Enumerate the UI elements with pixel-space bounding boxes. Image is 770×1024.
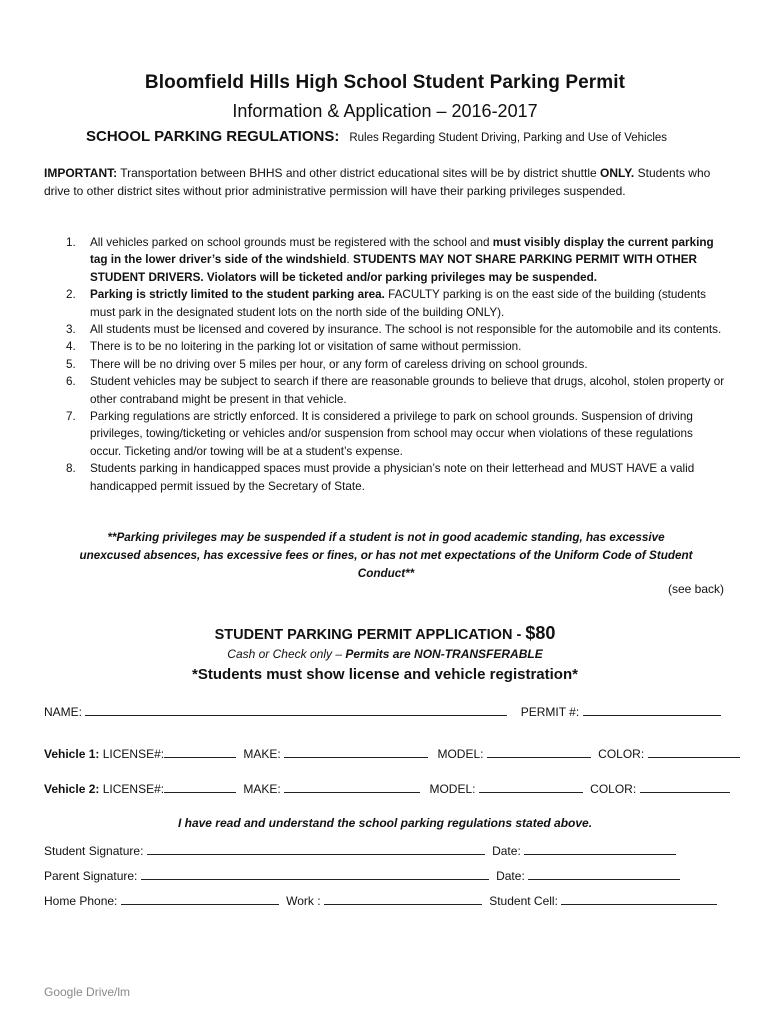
vehicle-1-row: [44, 746, 740, 761]
student-signature-label: Student Signature:: [44, 844, 144, 858]
license-label: LICENSE#:: [102, 747, 165, 761]
vehicle-2-label: Vehicle 2:: [44, 782, 100, 796]
vehicle-1-label: Vehicle 1:: [44, 747, 100, 761]
application-title: [0, 623, 770, 644]
regulation-number: 1.: [66, 236, 76, 249]
regulation-text-mid: .: [346, 253, 354, 267]
make-label: MAKE:: [243, 747, 281, 761]
vehicle-2-license-field[interactable]: [164, 781, 236, 793]
student-signature-date-field[interactable]: [524, 843, 676, 855]
regulation-text-bold: Parking is strictly limited to the student parking area.: [90, 288, 385, 302]
regulation-item: [66, 373, 726, 408]
regulation-text-bold-2: STUDENTS MAY NOT SHARE PARKING PERMIT WITH OTHER STUDENT DRIVERS. Violators will be ticketed and/or parking privileges may be suspended.: [90, 253, 697, 284]
regulation-text: [90, 234, 726, 286]
important-only: ONLY.: [600, 166, 635, 180]
regulation-item: [66, 356, 726, 373]
student-cell-field[interactable]: [561, 893, 717, 905]
model-label: MODEL:: [429, 782, 476, 796]
footer-note: Google Drive/lm: [44, 985, 131, 999]
regulation-text: [90, 286, 726, 321]
regulation-number: 7.: [66, 410, 76, 424]
regulation-item: [66, 408, 726, 460]
regulations-heading-label: SCHOOL PARKING REGULATIONS:: [86, 128, 340, 145]
make-label: MAKE:: [243, 782, 281, 796]
regulation-number: 5.: [66, 357, 76, 371]
regulation-item: [66, 286, 726, 321]
suspension-note: **Parking privileges may be suspended if a student is not in good academic standing, has excessive unexcused absences, has excessive fees or fines, or has not met expectations of the Uniform Code of Student Conduct**: [79, 531, 693, 580]
license-requirement: *Students must show license and vehicle registration*: [192, 666, 578, 683]
home-phone-field[interactable]: [121, 893, 279, 905]
vehicle-2-color-field[interactable]: [640, 781, 730, 793]
regulation-text-mid: FACULTY parking is on the east side of the building (students must park in the designated student lots on the north side of the building ONLY).: [90, 288, 707, 319]
name-label: NAME:: [44, 705, 83, 719]
regulation-text: There will be no driving over 5 miles per hour, or any form of careless driving on school grounds.: [90, 357, 588, 371]
date-label: Date:: [492, 844, 521, 858]
important-label: IMPORTANT:: [44, 166, 118, 180]
home-phone-label: Home Phone:: [44, 894, 118, 908]
regulations-subheading: Rules Regarding Student Driving, Parking and Use of Vehicles: [349, 132, 668, 144]
regulation-item: [66, 234, 726, 286]
parent-signature-row: [44, 868, 680, 883]
non-transferable-note: Permits are NON-TRANSFERABLE: [345, 647, 543, 661]
see-back-note: (see back): [667, 582, 724, 596]
vehicle-2-model-field[interactable]: [479, 781, 583, 793]
date-label: Date:: [496, 869, 525, 883]
name-row: [44, 704, 721, 719]
permit-field[interactable]: [583, 704, 721, 716]
regulation-text-bold: must visibly display the current parking tag in the lower driver’s side of the windshield: [90, 236, 714, 267]
payment-note-text: Cash or Check only –: [227, 647, 346, 661]
regulation-number: 8.: [66, 462, 76, 476]
regulation-number: 4.: [66, 340, 76, 354]
vehicle-1-model-field[interactable]: [487, 746, 591, 758]
phone-row: [44, 893, 717, 908]
model-label: MODEL:: [437, 747, 484, 761]
document-subtitle: Information & Application – 2016-2017: [232, 101, 538, 121]
work-phone-field[interactable]: [324, 893, 482, 905]
vehicle-1-license-field[interactable]: [164, 746, 236, 758]
work-phone-label: Work :: [286, 894, 321, 908]
regulation-number: 2.: [66, 288, 76, 302]
regulation-text: Students parking in handicapped spaces must provide a physician’s note on their letterhead and MUST HAVE a valid handicapped permit issued by the Secretary of State.: [90, 462, 695, 493]
regulation-text: All students must be licensed and covered by insurance. The school is not responsible for the automobile and its contents.: [90, 323, 722, 337]
vehicle-2-make-field[interactable]: [284, 781, 420, 793]
payment-note: [0, 647, 770, 661]
important-text-1: Transportation between BHHS and other district educational sites will be by district shuttle: [117, 166, 601, 180]
regulation-item: [66, 321, 726, 338]
regulation-item: [66, 460, 726, 495]
regulation-number: 3.: [66, 323, 76, 337]
license-label: LICENSE#:: [102, 782, 165, 796]
document-title: Bloomfield Hills High School Student Parking Permit: [144, 72, 626, 93]
important-notice: [44, 164, 734, 200]
parent-signature-date-field[interactable]: [528, 868, 680, 880]
color-label: COLOR:: [598, 747, 645, 761]
student-signature-field[interactable]: [147, 843, 485, 855]
application-price: $80: [525, 623, 556, 643]
vehicle-1-color-field[interactable]: [648, 746, 740, 758]
application-title-text: STUDENT PARKING PERMIT APPLICATION -: [214, 627, 526, 643]
agreement-statement: I have read and understand the school parking regulations stated above.: [177, 816, 593, 830]
student-signature-row: [44, 843, 676, 858]
regulations-heading: [86, 128, 667, 145]
regulations-list: [66, 234, 726, 495]
permit-label: PERMIT #:: [520, 705, 580, 719]
regulation-text-plain: All vehicles parked on school grounds must be registered with the school and: [90, 236, 493, 249]
name-field[interactable]: [85, 704, 507, 716]
important-text-2: Students who drive to other district sites without prior administrative permission will have their parking privileges suspended.: [44, 166, 711, 198]
regulation-text: Parking regulations are strictly enforced. It is considered a privilege to park on school grounds. Suspension of driving privileges, towing/ticketing or vehicles and/or suspension from school may occur when violations of these regulations occur. Ticketing and/or towing will be at a student’s expense.: [90, 410, 693, 458]
regulation-number: 6.: [66, 375, 76, 389]
parent-signature-label: Parent Signature:: [44, 869, 138, 883]
color-label: COLOR:: [590, 782, 637, 796]
regulation-text: There is to be no loitering in the parking lot or visitation of same without permission.: [90, 340, 522, 354]
regulation-item: [66, 338, 726, 355]
vehicle-1-make-field[interactable]: [284, 746, 428, 758]
student-cell-label: Student Cell:: [489, 894, 558, 908]
regulation-text: Student vehicles may be subject to search if there are reasonable grounds to believe that drugs, alcohol, stolen property or other contraband might be present in that vehicle.: [90, 375, 725, 406]
parent-signature-field[interactable]: [141, 868, 489, 880]
vehicle-2-row: [44, 781, 730, 796]
